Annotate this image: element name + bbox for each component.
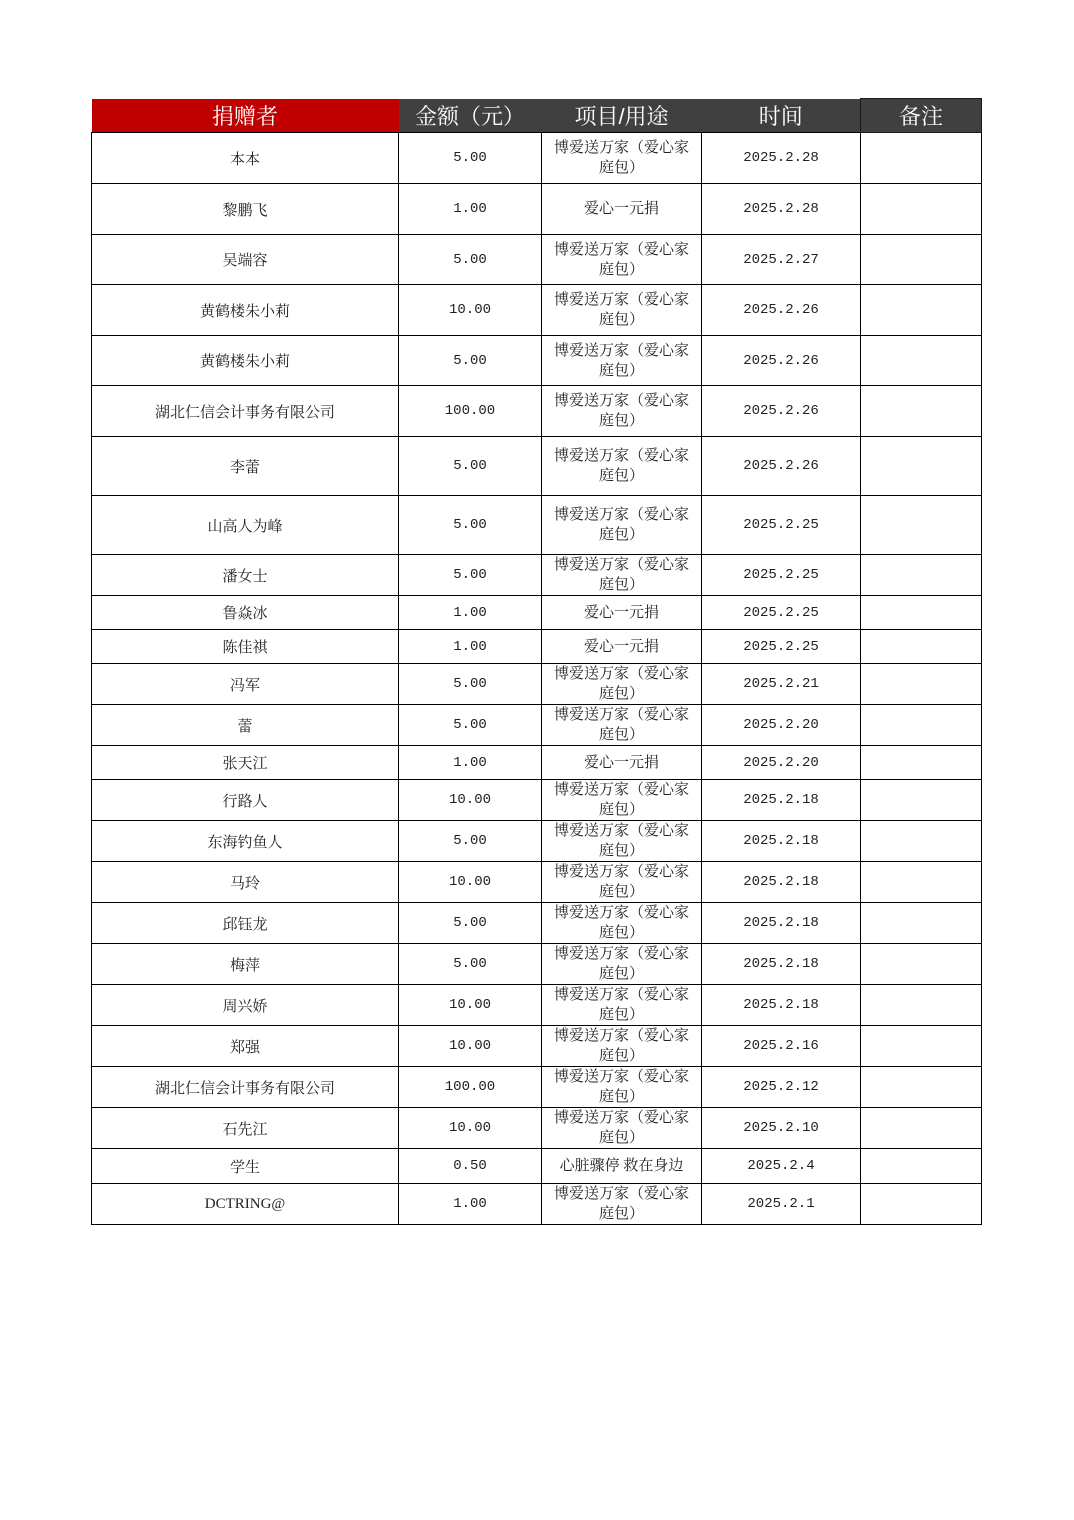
- note-cell: [861, 985, 982, 1026]
- amount-cell: 10.00: [399, 780, 542, 821]
- date-cell: 2025.2.26: [702, 285, 861, 336]
- date-cell: 2025.2.18: [702, 862, 861, 903]
- project-cell: 博爱送万家（爱心家庭包）: [542, 386, 702, 437]
- date-cell: 2025.2.25: [702, 496, 861, 555]
- donor-cell: 行路人: [92, 780, 399, 821]
- amount-cell: 5.00: [399, 821, 542, 862]
- donor-cell: 湖北仁信会计事务有限公司: [92, 386, 399, 437]
- project-cell: 博爱送万家（爱心家庭包）: [542, 821, 702, 862]
- table-row: [92, 862, 982, 903]
- amount-cell: 1.00: [399, 746, 542, 780]
- date-cell: 2025.2.4: [702, 1149, 861, 1184]
- table-row: [92, 1149, 982, 1184]
- note-cell: [861, 862, 982, 903]
- donor-cell: 黄鹤楼朱小莉: [92, 285, 399, 336]
- project-cell: 博爱送万家（爱心家庭包）: [542, 705, 702, 746]
- date-cell: 2025.2.18: [702, 821, 861, 862]
- donor-cell: 郑强: [92, 1026, 399, 1067]
- table-row: [92, 821, 982, 862]
- header-amount: 金额（元）: [399, 99, 542, 133]
- note-cell: [861, 184, 982, 235]
- date-cell: 2025.2.28: [702, 184, 861, 235]
- table-row: [92, 664, 982, 705]
- date-cell: 2025.2.28: [702, 133, 861, 184]
- project-cell: 博爱送万家（爱心家庭包）: [542, 133, 702, 184]
- note-cell: [861, 944, 982, 985]
- donor-cell: 李蕾: [92, 437, 399, 496]
- donor-cell: 周兴娇: [92, 985, 399, 1026]
- project-cell: 爱心一元捐: [542, 184, 702, 235]
- table-row: [92, 133, 982, 184]
- amount-cell: 1.00: [399, 184, 542, 235]
- project-cell: 博爱送万家（爱心家庭包）: [542, 1108, 702, 1149]
- note-cell: [861, 496, 982, 555]
- note-cell: [861, 1149, 982, 1184]
- donor-cell: 黄鹤楼朱小莉: [92, 336, 399, 386]
- amount-cell: 5.00: [399, 944, 542, 985]
- amount-cell: 5.00: [399, 903, 542, 944]
- date-cell: 2025.2.18: [702, 780, 861, 821]
- table-row: [92, 746, 982, 780]
- note-cell: [861, 285, 982, 336]
- amount-cell: 5.00: [399, 664, 542, 705]
- amount-cell: 5.00: [399, 555, 542, 596]
- table-row: [92, 496, 982, 555]
- amount-cell: 5.00: [399, 336, 542, 386]
- note-cell: [861, 780, 982, 821]
- amount-cell: 1.00: [399, 630, 542, 664]
- table-row: [92, 903, 982, 944]
- project-cell: 爱心一元捐: [542, 746, 702, 780]
- header-note: 备注: [861, 99, 982, 133]
- table-row: [92, 1108, 982, 1149]
- donor-cell: 潘女士: [92, 555, 399, 596]
- table-row: [92, 285, 982, 336]
- project-cell: 博爱送万家（爱心家庭包）: [542, 903, 702, 944]
- donor-cell: 陈佳祺: [92, 630, 399, 664]
- header-date: 时间: [702, 99, 861, 133]
- project-cell: 博爱送万家（爱心家庭包）: [542, 664, 702, 705]
- date-cell: 2025.2.25: [702, 630, 861, 664]
- table-row: [92, 184, 982, 235]
- header-row: [92, 99, 982, 133]
- project-cell: 博爱送万家（爱心家庭包）: [542, 336, 702, 386]
- table-row: [92, 1026, 982, 1067]
- date-cell: 2025.2.25: [702, 555, 861, 596]
- note-cell: [861, 821, 982, 862]
- project-cell: 博爱送万家（爱心家庭包）: [542, 780, 702, 821]
- amount-cell: 10.00: [399, 1108, 542, 1149]
- donor-cell: DCTRING@: [92, 1184, 399, 1225]
- note-cell: [861, 705, 982, 746]
- amount-cell: 10.00: [399, 285, 542, 336]
- amount-cell: 10.00: [399, 1026, 542, 1067]
- amount-cell: 5.00: [399, 437, 542, 496]
- project-cell: 博爱送万家（爱心家庭包）: [542, 1067, 702, 1108]
- note-cell: [861, 336, 982, 386]
- date-cell: 2025.2.26: [702, 336, 861, 386]
- table-row: [92, 985, 982, 1026]
- note-cell: [861, 903, 982, 944]
- project-cell: 博爱送万家（爱心家庭包）: [542, 235, 702, 285]
- amount-cell: 1.00: [399, 1184, 542, 1225]
- table-row: [92, 1184, 982, 1225]
- table-body: [92, 133, 982, 1225]
- note-cell: [861, 1108, 982, 1149]
- amount-cell: 5.00: [399, 235, 542, 285]
- date-cell: 2025.2.16: [702, 1026, 861, 1067]
- donor-cell: 张天江: [92, 746, 399, 780]
- note-cell: [861, 386, 982, 437]
- date-cell: 2025.2.1: [702, 1184, 861, 1225]
- donor-cell: 梅萍: [92, 944, 399, 985]
- date-cell: 2025.2.18: [702, 944, 861, 985]
- table-row: [92, 780, 982, 821]
- note-cell: [861, 596, 982, 630]
- header-project: 项目/用途: [542, 99, 702, 133]
- donor-cell: 山高人为峰: [92, 496, 399, 555]
- amount-cell: 5.00: [399, 496, 542, 555]
- note-cell: [861, 235, 982, 285]
- table-row: [92, 1067, 982, 1108]
- date-cell: 2025.2.20: [702, 746, 861, 780]
- donation-table: [91, 98, 982, 1225]
- project-cell: 心脏骤停 救在身边: [542, 1149, 702, 1184]
- header-donor: 捐赠者: [92, 99, 399, 133]
- date-cell: 2025.2.20: [702, 705, 861, 746]
- project-cell: 博爱送万家（爱心家庭包）: [542, 496, 702, 555]
- date-cell: 2025.2.12: [702, 1067, 861, 1108]
- donor-cell: 学生: [92, 1149, 399, 1184]
- donor-cell: 石先江: [92, 1108, 399, 1149]
- donor-cell: 马玲: [92, 862, 399, 903]
- project-cell: 博爱送万家（爱心家庭包）: [542, 555, 702, 596]
- note-cell: [861, 1184, 982, 1225]
- note-cell: [861, 664, 982, 705]
- project-cell: 博爱送万家（爱心家庭包）: [542, 944, 702, 985]
- donor-cell: 邱钰龙: [92, 903, 399, 944]
- table-row: [92, 705, 982, 746]
- table-row: [92, 630, 982, 664]
- table-row: [92, 944, 982, 985]
- date-cell: 2025.2.18: [702, 903, 861, 944]
- project-cell: 博爱送万家（爱心家庭包）: [542, 862, 702, 903]
- table-row: [92, 555, 982, 596]
- table-row: [92, 437, 982, 496]
- donor-cell: 湖北仁信会计事务有限公司: [92, 1067, 399, 1108]
- donor-cell: 本本: [92, 133, 399, 184]
- project-cell: 博爱送万家（爱心家庭包）: [542, 437, 702, 496]
- date-cell: 2025.2.27: [702, 235, 861, 285]
- project-cell: 博爱送万家（爱心家庭包）: [542, 1184, 702, 1225]
- donor-cell: 冯军: [92, 664, 399, 705]
- donor-cell: 吴端容: [92, 235, 399, 285]
- donor-cell: 黎鹏飞: [92, 184, 399, 235]
- note-cell: [861, 1026, 982, 1067]
- note-cell: [861, 1067, 982, 1108]
- date-cell: 2025.2.26: [702, 386, 861, 437]
- note-cell: [861, 437, 982, 496]
- date-cell: 2025.2.10: [702, 1108, 861, 1149]
- note-cell: [861, 555, 982, 596]
- date-cell: 2025.2.21: [702, 664, 861, 705]
- note-cell: [861, 630, 982, 664]
- project-cell: 爱心一元捐: [542, 630, 702, 664]
- amount-cell: 100.00: [399, 386, 542, 437]
- table-row: [92, 596, 982, 630]
- table-row: [92, 386, 982, 437]
- project-cell: 爱心一元捐: [542, 596, 702, 630]
- amount-cell: 10.00: [399, 862, 542, 903]
- amount-cell: 1.00: [399, 596, 542, 630]
- project-cell: 博爱送万家（爱心家庭包）: [542, 985, 702, 1026]
- donor-cell: 东海钓鱼人: [92, 821, 399, 862]
- table-header: [92, 99, 982, 133]
- table-row: [92, 235, 982, 285]
- date-cell: 2025.2.26: [702, 437, 861, 496]
- amount-cell: 100.00: [399, 1067, 542, 1108]
- amount-cell: 5.00: [399, 133, 542, 184]
- date-cell: 2025.2.18: [702, 985, 861, 1026]
- date-cell: 2025.2.25: [702, 596, 861, 630]
- amount-cell: 0.50: [399, 1149, 542, 1184]
- project-cell: 博爱送万家（爱心家庭包）: [542, 285, 702, 336]
- donor-cell: 蕾: [92, 705, 399, 746]
- note-cell: [861, 133, 982, 184]
- amount-cell: 5.00: [399, 705, 542, 746]
- table-row: [92, 336, 982, 386]
- note-cell: [861, 746, 982, 780]
- project-cell: 博爱送万家（爱心家庭包）: [542, 1026, 702, 1067]
- donor-cell: 鲁焱冰: [92, 596, 399, 630]
- amount-cell: 10.00: [399, 985, 542, 1026]
